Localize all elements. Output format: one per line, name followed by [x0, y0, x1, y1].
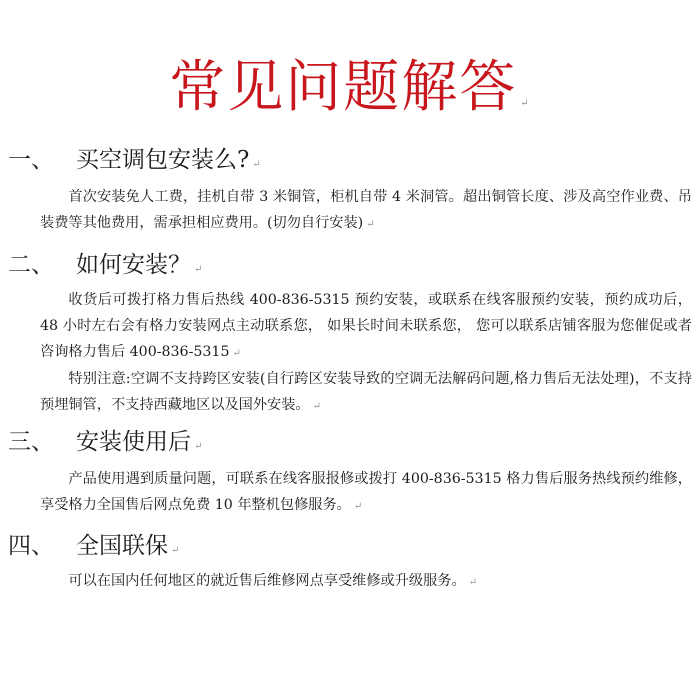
- section-heading-2: [8, 248, 202, 282]
- section-3-paragraph-1: [40, 466, 692, 520]
- section-number: 二、: [8, 252, 54, 278]
- section-heading-4: [8, 529, 179, 563]
- section-2-paragraph-2: [40, 366, 692, 420]
- page-title: [0, 52, 700, 140]
- paragraph-mark: ↵: [194, 264, 203, 275]
- section-heading-text: 全国联保: [76, 533, 168, 559]
- section-heading-text: 买空调包安装么?: [76, 147, 250, 173]
- paragraph-mark: ↵: [366, 219, 375, 230]
- paragraph-mark: ↵: [353, 501, 363, 512]
- paragraph-mark: ↵: [194, 441, 203, 452]
- paragraph-mark: ↵: [468, 577, 478, 588]
- paragraph-text: 特别注意:空调不支持跨区安装(自行跨区安装导致的空调无法解码问题,格力售后无法处理)，不支持预埋铜管，不支持西藏地区以及国外安装。: [40, 371, 692, 413]
- section-heading-3: [8, 425, 202, 459]
- paragraph-text: 收货后可拨打格力售后热线 400-836-5315 预约安装，或联系在线客服预约安装，预约成功后， 48 小时左右会有格力安装网点主动联系您， 如果长时间未联系您， 您可以联系店铺客服为您催促或者咨询格力售后 400-836-5315: [40, 292, 692, 360]
- paragraph-text: 首次安装免人工费，挂机自带 3 米铜管，柜机自带 4 米洞管。超出铜管长度、涉及高空作业费、吊装费等其他费用，需承担相应费用。(切勿自行安装): [40, 189, 692, 231]
- section-heading-text: 安装使用后: [76, 429, 191, 455]
- section-heading-text: 如何安装？: [76, 252, 191, 278]
- section-number: 三、: [8, 429, 54, 455]
- paragraph-mark: ↵: [171, 545, 180, 556]
- paragraph-mark: ↵: [520, 98, 531, 109]
- paragraph-text: 可以在国内任何地区的就近售后维修网点享受维修或升级服务。: [68, 573, 466, 589]
- title-text: 常见问题解答: [169, 55, 518, 120]
- paragraph-mark: ↵: [252, 159, 261, 170]
- section-heading-1: [8, 143, 261, 177]
- section-number: 四、: [8, 533, 54, 559]
- paragraph-text: 产品使用遇到质量问题，可联系在线客服报修或拨打 400-836-5315 格力售后服务热线预约维修，享受格力全国售后网点免费 10 年整机包修服务。: [40, 471, 692, 513]
- section-1-paragraph-1: [40, 184, 692, 238]
- paragraph-mark: ↵: [312, 401, 321, 412]
- section-2-paragraph-1: [40, 287, 692, 367]
- paragraph-mark: ↵: [232, 348, 241, 359]
- section-number: 一、: [8, 147, 54, 173]
- section-4-paragraph-1: [40, 568, 692, 596]
